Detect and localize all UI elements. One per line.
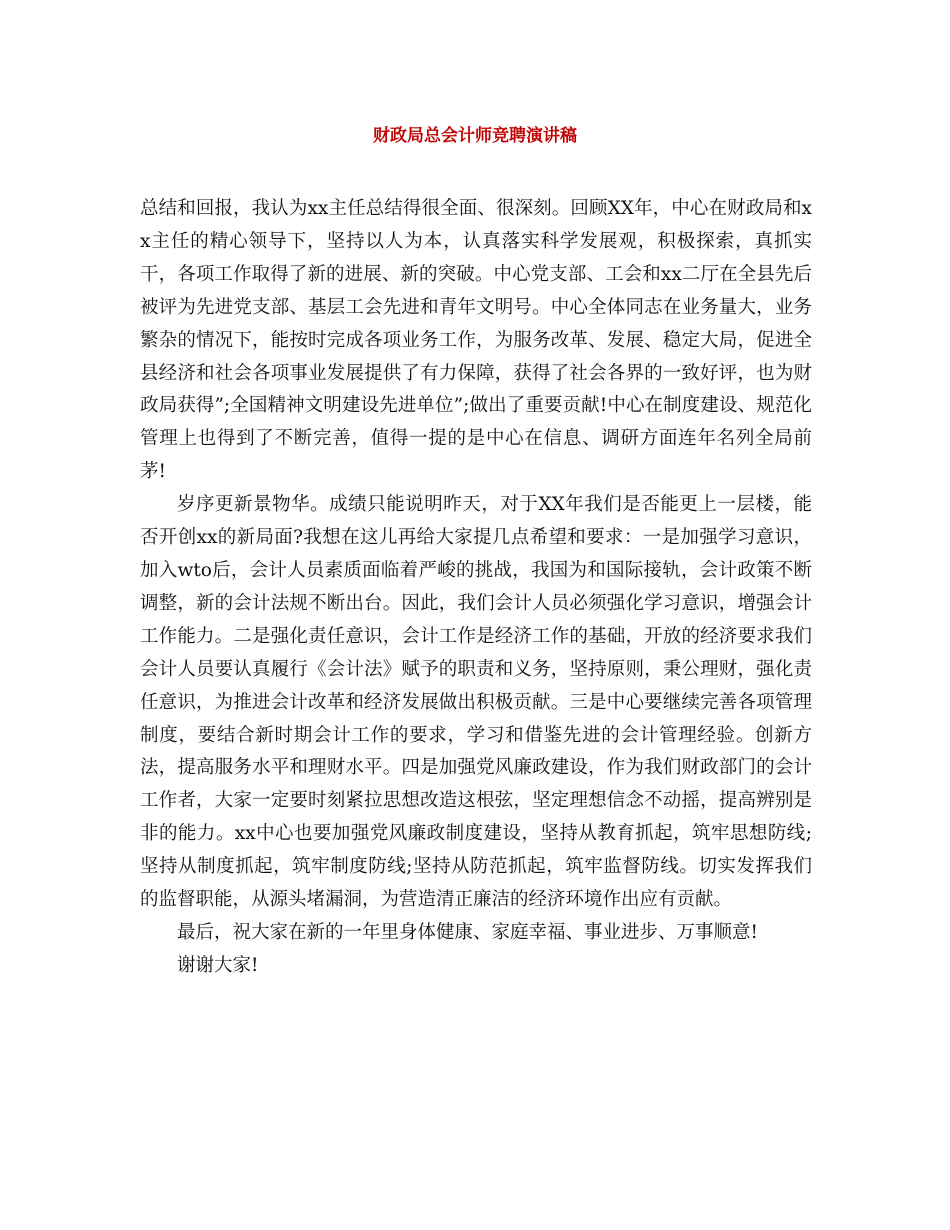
paragraph-2: 岁序更新景物华。成绩只能说明昨天，对于XX年我们是否能更上一层楼，能否开创xx的新局面?我想在这儿再给大家提几点希望和要求：一是加强学习意识，加入wto后，会计人员素质面临着严峻的挑战，我国为和国际接轨，会计政策不断调整，新的会计法规不断出台。因此，我们会计人员必须强化学习意识，增强会计工作能力。二是强化责任意识，会计工作是经济工作的基础，开放的经济要求我们会计人员要认真履行《会计法》赋予的职责和义务，坚持原则，秉公理财，强化责任意识，为推进会计改革和经济发展做出积极贡献。三是中心要继续完善各项管理制度，要结合新时期会计工作的要求，学习和借鉴先进的会计管理经验。创新方法，提高服务水平和理财水平。四是加强党风廉政建设，作为我们财政部门的会计工作者，大家一定要时刻紧拉思想改造这根弦，坚定理想信念不动摇，提高辨别是非的能力。xx中心也要加强党风廉政制度建设，坚持从教育抓起，筑牢思想防线;坚持从制度抓起，筑牢制度防线;坚持从防范抓起，筑牢监督防线。切实发挥我们的监督职能，从源头堵漏洞，为营造清正廉洁的经济环境作出应有贡献。 [140, 494, 812, 911]
paragraph-3: 最后，祝大家在新的一年里身体健康、家庭幸福、事业进步、万事顺意! [177, 921, 758, 943]
paragraph-4: 谢谢大家! [177, 954, 259, 976]
document-body [140, 193, 812, 983]
page-title: 财政局总会计师竞聘演讲稿 [373, 126, 577, 146]
paragraph-1: 总结和回报，我认为xx主任总结得很全面、很深刻。回顾XX年，中心在财政局和xx主任的精心领导下，坚持以人为本，认真落实科学发展观，积极探索，真抓实干，各项工作取得了新的进展、新的突破。中心党支部、工会和xx二厅在全县先后被评为先进党支部、基层工会先进和青年文明号。中心全体同志在业务量大，业务繁杂的情况下，能按时完成各项业务工作，为服务改革、发展、稳定大局，促进全县经济和社会各项事业发展提供了有力保障，获得了社会各界的一致好评，也为财政局获得”;全国精神文明建设先进单位”;做出了重要贡献!中心在制度建设、规范化管理上也得到了不断完善，值得一提的是中心在信息、调研方面连年名列全局前茅! [140, 198, 812, 483]
